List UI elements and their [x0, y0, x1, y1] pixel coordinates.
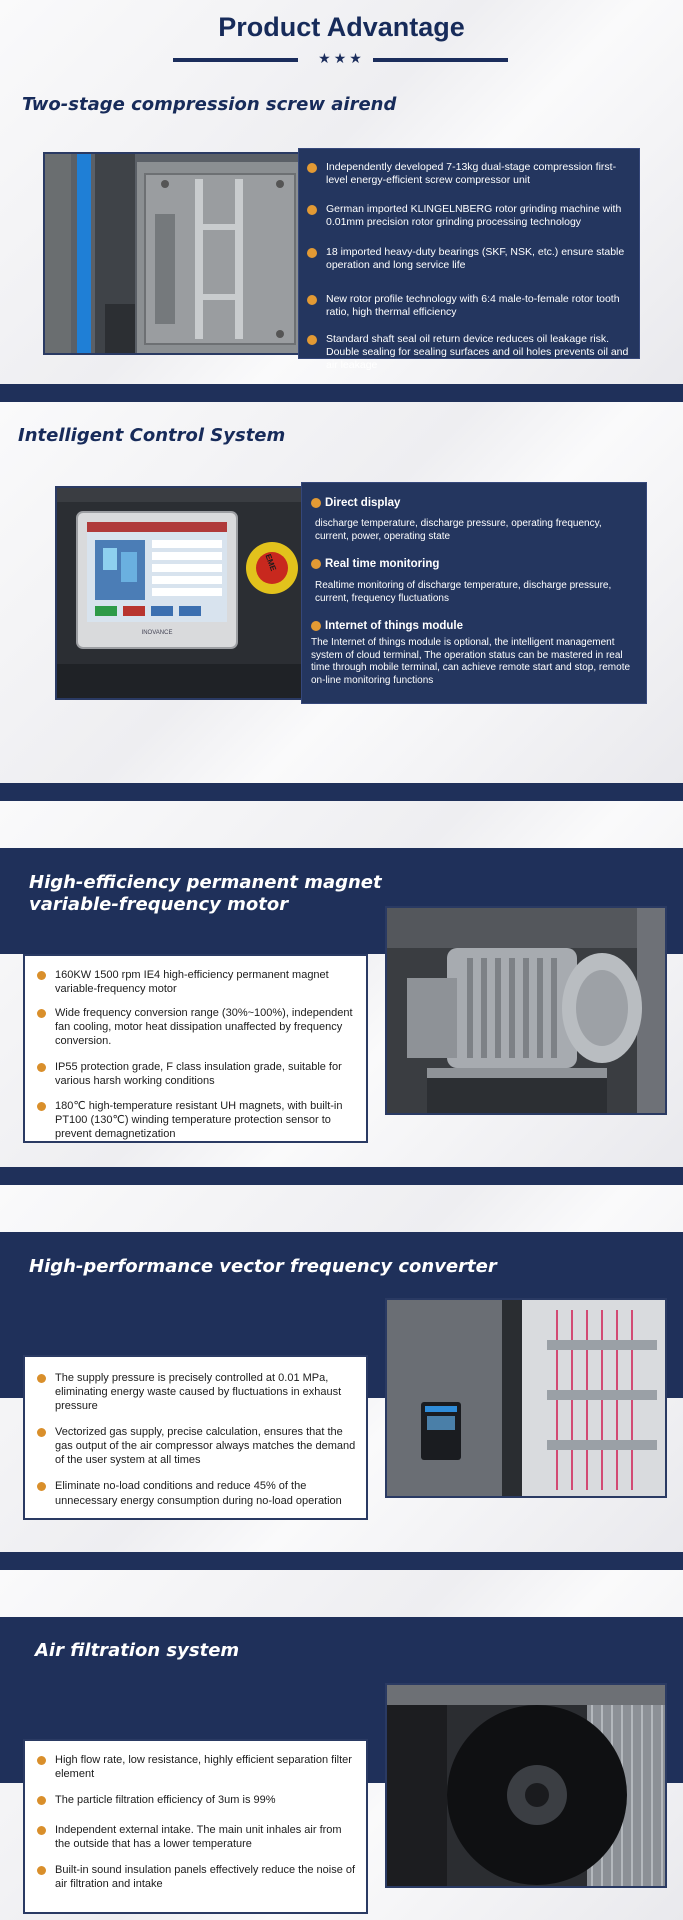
motor-feature-box [23, 954, 368, 1143]
divider-band [0, 384, 683, 402]
motor-photo [385, 906, 667, 1115]
section-title-motor-line2: variable-frequency motor [29, 893, 289, 915]
section-title-control: Intelligent Control System [18, 425, 286, 446]
airend-photo [43, 152, 300, 355]
list-item: Built-in sound insulation panels effectively reduce the noise of air filtration and intake [37, 1863, 356, 1891]
list-item: 18 imported heavy-duty bearings (SKF, NSK, etc.) ensure stable operation and long service life [307, 246, 629, 272]
section-title-airend: Two-stage compression screw airend [22, 94, 397, 115]
controller-brand: INOVANCE [141, 630, 173, 636]
control-text-iot: The Internet of things module is optional, the intelligent management system of cloud terminal, The operation status can be mastered in real time through mobile terminal, can achieve remote start and stop, remote on-line monitoring functions [311, 637, 631, 686]
section-title-motor-line1: High-efficiency permanent magnet [29, 872, 382, 893]
list-item: Independently developed 7-13kg dual-stage compression first-level energy-efficient screw compressor unit [307, 161, 629, 187]
filter-photo [385, 1683, 667, 1888]
list-item: Eliminate no-load conditions and reduce 45% of the unnecessary energy consumption during no-load operation [37, 1479, 356, 1507]
divider-band [0, 783, 683, 801]
list-item: The particle filtration efficiency of 3um is 99% [37, 1793, 356, 1807]
list-item: 180℃ high-temperature resistant UH magnets, with built-in PT100 (130℃) winding temperature protection sensor to prevent demagnetization [37, 1099, 356, 1141]
converter-feature-list [37, 1371, 356, 1508]
list-item: 160KW 1500 rpm IE4 high-efficiency permanent magnet variable-frequency motor [37, 968, 356, 996]
title-rule-left [173, 58, 298, 62]
title-rule-right [373, 58, 508, 62]
control-text-direct-display: discharge temperature, discharge pressure, operating frequency, current, power, operating state [315, 518, 602, 542]
control-heading-direct-display: Direct display [311, 497, 636, 509]
list-item: The supply pressure is precisely controlled at 0.01 MPa, eliminating energy waste caused by fluctuations in exhaust pressure [37, 1371, 356, 1413]
control-heading-iot: Internet of things module [311, 620, 636, 632]
airend-feature-panel [298, 148, 640, 372]
emergency-button-label: EME [263, 552, 278, 573]
page-title: Product Advantage [218, 12, 465, 42]
controller-photo [55, 486, 305, 700]
title-stars: ★★★ [318, 50, 365, 66]
control-text-realtime: Realtime monitoring of discharge temperature, discharge pressure, current, frequency fluctuations [315, 580, 612, 604]
list-item: Wide frequency conversion range (30%~100%), independent fan cooling, motor heat dissipation unaffected by frequency conversion. [37, 1006, 356, 1048]
divider-band [0, 1552, 683, 1570]
motor-feature-list [37, 968, 356, 1141]
controller-illustration [57, 488, 305, 700]
list-item: IP55 protection grade, F class insulation grade, suitable for various harsh working conditions [37, 1060, 356, 1088]
converter-illustration [387, 1300, 667, 1498]
converter-photo [385, 1298, 667, 1498]
list-item: Vectorized gas supply, precise calculation, ensures that the gas output of the air compressor always matches the demand of the user system at all times [37, 1425, 356, 1467]
control-heading-realtime: Real time monitoring [311, 558, 636, 570]
section-title-filter: Air filtration system [35, 1640, 240, 1661]
list-item: Standard shaft seal oil return device reduces oil leakage risk. Double sealing for sealing surfaces and oil holes prevents oil and air leakage [307, 333, 629, 372]
airend-feature-list [307, 161, 629, 372]
motor-illustration [387, 908, 667, 1115]
divider-band [0, 1167, 683, 1185]
filter-feature-box [23, 1739, 368, 1914]
list-item: New rotor profile technology with 6:4 male-to-female rotor tooth ratio, high thermal efficiency [307, 293, 629, 319]
list-item: German imported KLINGELNBERG rotor grinding machine with 0.01mm precision rotor grinding processing technology [307, 203, 629, 229]
list-item: High flow rate, low resistance, highly efficient separation filter element [37, 1753, 356, 1781]
filter-feature-list [37, 1753, 356, 1892]
control-feature-panel [301, 482, 647, 704]
section-title-motor [29, 872, 382, 915]
section-title-converter: High-performance vector frequency converter [29, 1256, 497, 1277]
list-item: Independent external intake. The main unit inhales air from the outside that has a lower temperature [37, 1823, 356, 1851]
converter-feature-box [23, 1355, 368, 1520]
filter-illustration [387, 1685, 667, 1888]
airend-illustration [45, 154, 300, 355]
